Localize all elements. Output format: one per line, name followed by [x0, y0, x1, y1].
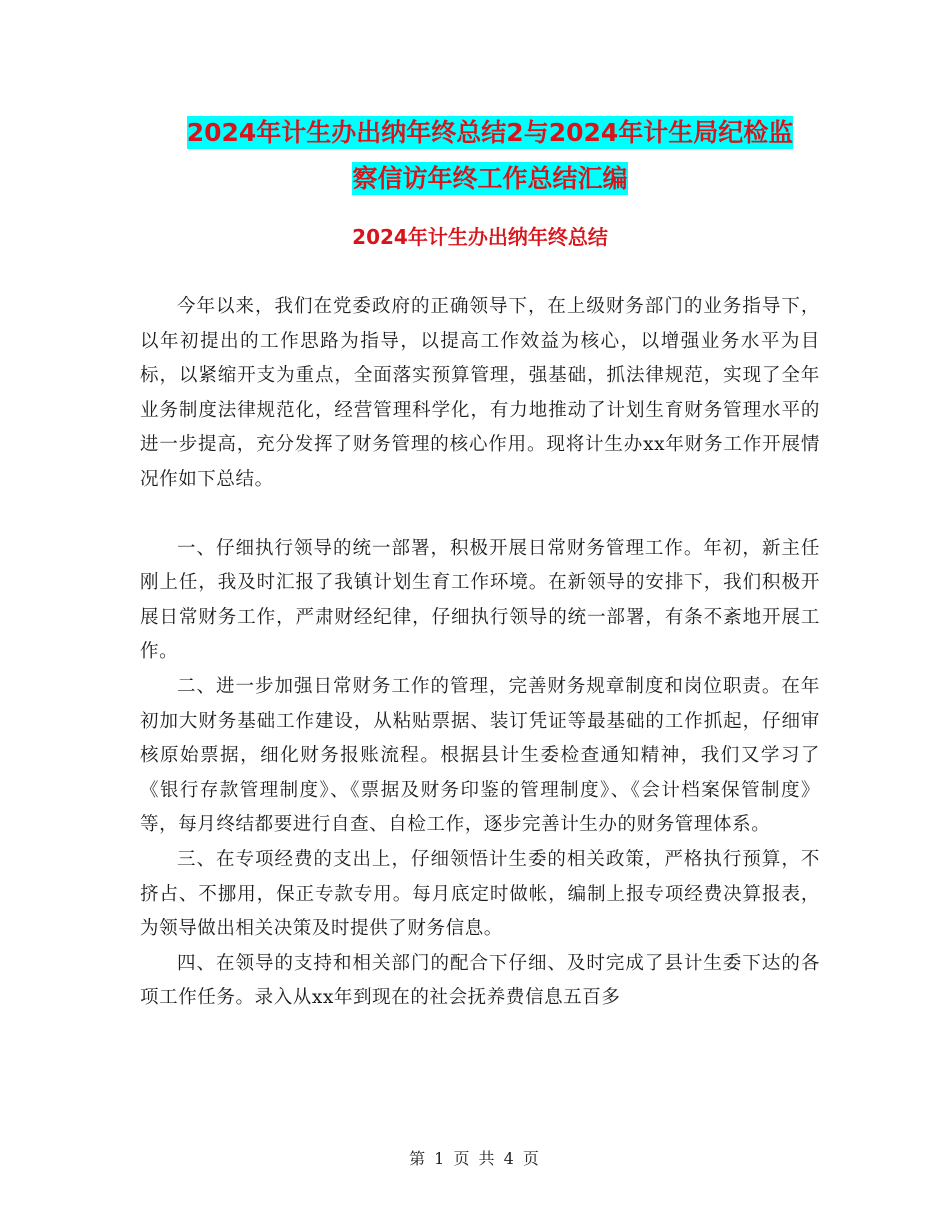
section-title: 2024年计生办出纳年终总结	[352, 225, 608, 249]
paragraph-item-2: 二、进一步加强日常财务工作的管理，完善财务规章制度和岗位职责。在年初加大财务基础工作建设，从粘贴票据、装订凭证等最基础的工作抓起，仔细审核原始票据，细化财务报账流程。根据县计生委检查通知精神，我们又学习了《银行存款管理制度》、《票据及财务印鉴的管理制度》、《会计档案保管制度》等，每月终结都要进行自查、自检工作，逐步完善计生办的财务管理体系。	[140, 675, 820, 836]
paragraph-item-1: 一、仔细执行领导的统一部署，积极开展日常财务管理工作。年初，新主任刚上任，我及时汇报了我镇计划生育工作环境。在新领导的安排下，我们积极开展日常财务工作，严肃财经纪律，仔细执行领导的统一部署，有条不紊地开展工作。	[140, 537, 820, 663]
document-title-line-1: 2024年计生办出纳年终总结2与2024年计生局纪检监	[186, 118, 794, 147]
paragraph-intro: 今年以来，我们在党委政府的正确领导下，在上级财务部门的业务指导下，以年初提出的工作思路为指导，以提高工作效益为核心，以增强业务水平为目标，以紧缩开支为重点，全面落实预算管理，强基础，抓法律规范，实现了全年业务制度法律规范化，经营管理科学化，有力地推动了计划生育财务管理水平的进一步提高，充分发挥了财务管理的核心作用。现将计生办xx年财务工作开展情况作如下总结。	[140, 296, 820, 490]
document-body	[140, 290, 820, 1016]
document-title	[140, 110, 840, 202]
document-title-line-2: 察信访年终工作总结汇编	[352, 164, 628, 193]
paragraph-item-3: 三、在专项经费的支出上，仔细领悟计生委的相关政策，严格执行预算，不挤占、不挪用，保正专款专用。每月底定时做帐，编制上报专项经费决算报表，为领导做出相关决策及时提供了财务信息。	[140, 848, 820, 940]
paragraph-item-4: 四、在领导的支持和相关部门的配合下仔细、及时完成了县计生委下达的各项工作任务。录入从xx年到现在的社会抚养费信息五百多	[140, 952, 820, 1009]
page-footer: 第 1 页 共 4 页	[409, 1149, 541, 1168]
